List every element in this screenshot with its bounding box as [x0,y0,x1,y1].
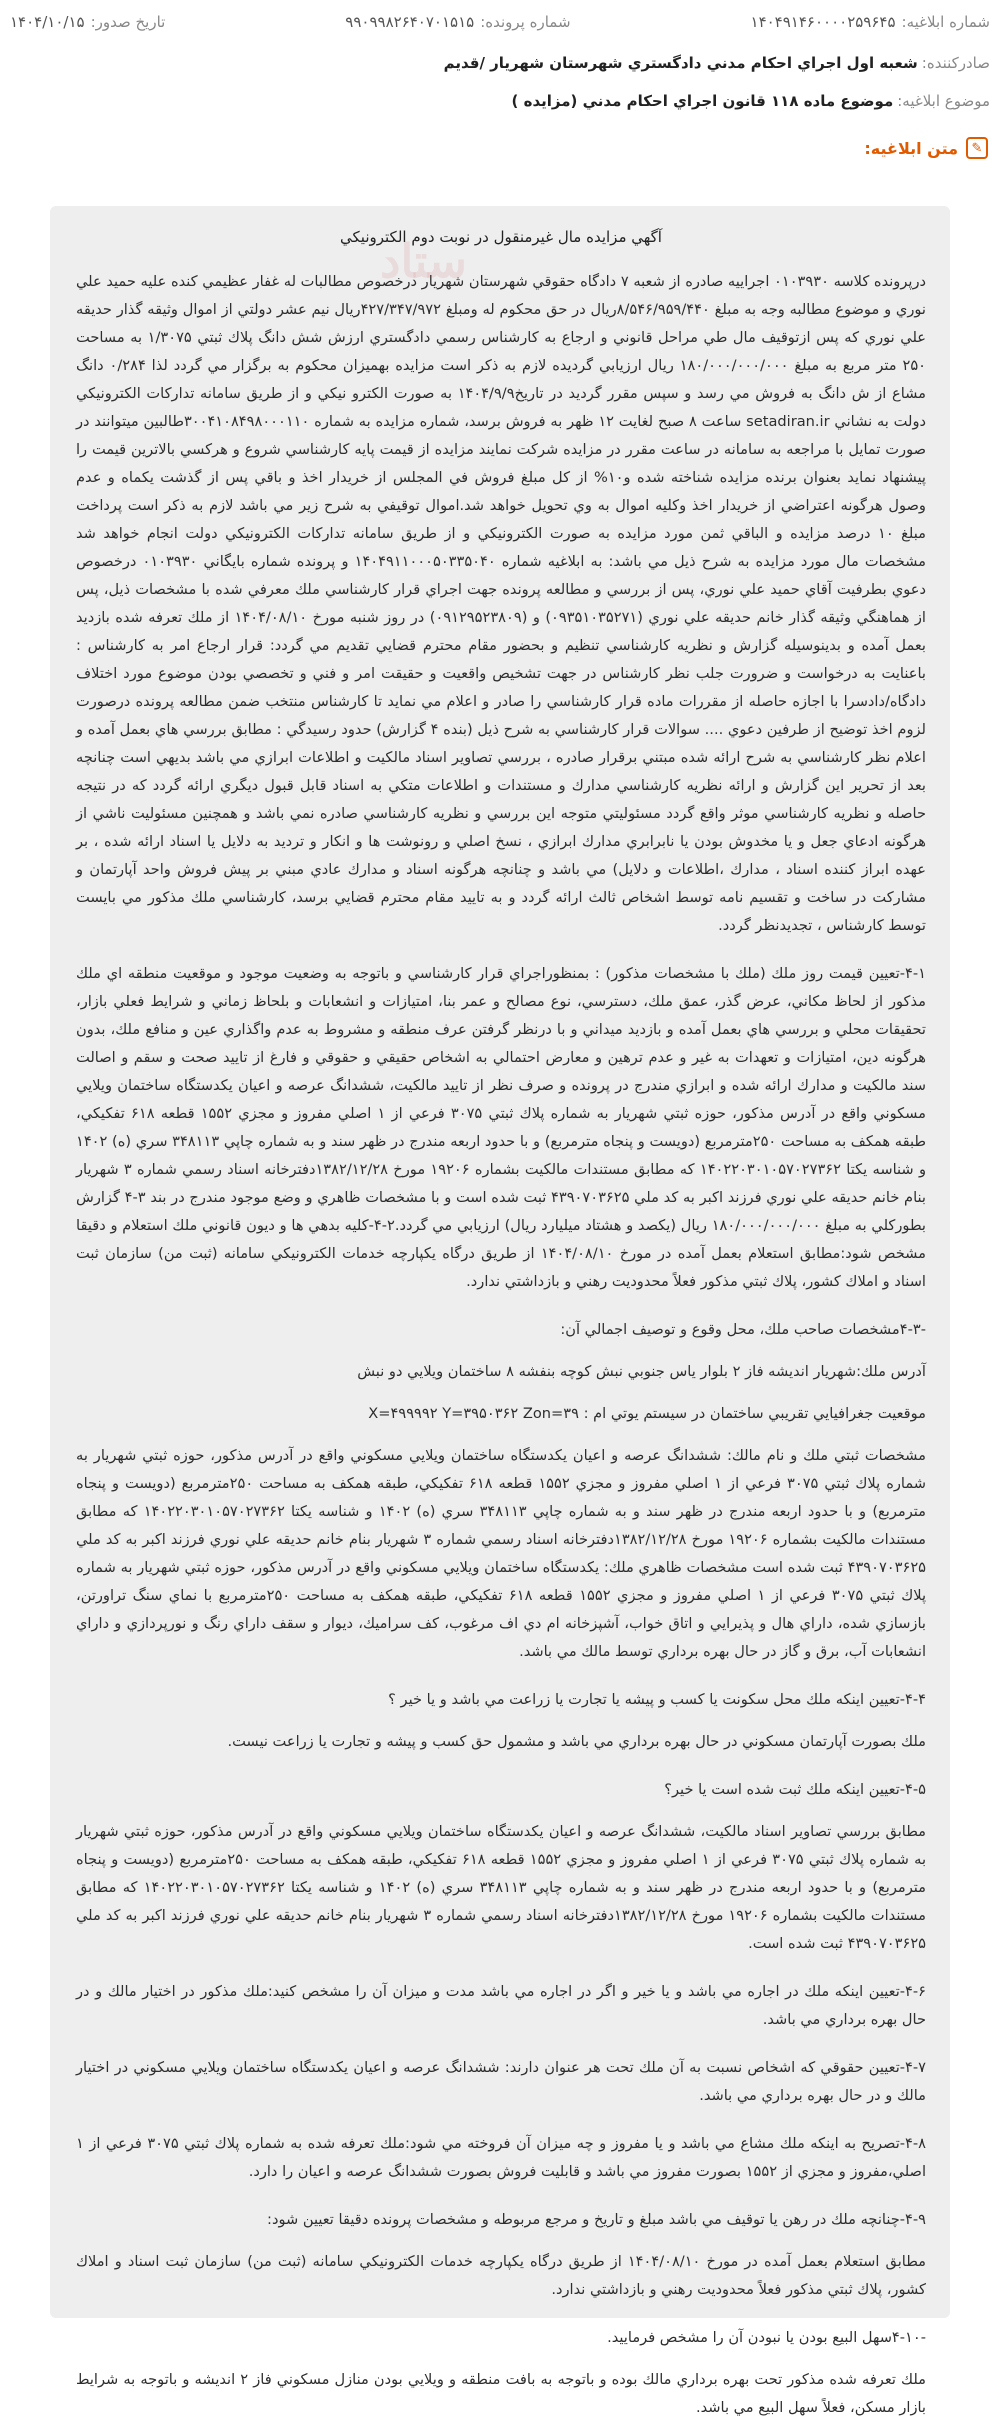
section-line: ملك بصورت آپارتمان مسكوني در حال بهره برداري مي باشد و مشمول حق كسب و پيشه و تجارت يا زراعت نيست. [227,1733,926,1750]
notice-body [50,206,950,2416]
section-line: آدرس ملك:شهريار انديشه فاز ۲ بلوار ياس جنوبي نبش كوچه بنفشه ۸ ساختمان ويلايي دو نبش [357,1363,926,1380]
issue-date: تاريخ صدور:۱۴۰۴/۱۰/۱۵ [10,13,166,31]
notice-text-title: متن ابلاغيه: [864,138,958,158]
section-line: ۴-۹-چنانچه ملك در رهن يا توقيف مي باشد مبلغ و تاريخ و مرجع مربوطه و مشخصات پرونده دقيقا تعيين شود: [267,2211,926,2228]
subject-line: موضوع ابلاغيه:موضوع ماده ۱۱۸ قانون اجراي احكام مدني (مزايده ) [511,92,990,110]
section-line: مشخصات ثبتي ملك و نام مالك: ششدانگ عرصه و اعيان يكدستگاه ساختمان ويلايي مسكوني واقع در آدرس مذكور، حوزه ثبتي شهريار به شماره پلاك ثبتي ۳۰۷۵ فرعي از ۱ اصلي مفروز و مجزي ۱۵۵۲ قطعه ۶۱۸ تفكيكي، طبقه همكف به مساحت ۲۵۰مترمربع (دويست و پنجاه مترمربع) و با حدود اربعه مندرج در ظهر سند و به شماره چاپي ۳۴۸۱۱۳ سري (ه) ۱۴۰۲ و شناسه يكتا ۱۴۰۲۲۰۳۰۱۰۵۷۰۲۷۳۶۲ كه مطابق مستندات مالكيت بشماره ۱۹۲۰۶ مورخ ۱۳۸۲/۱۲/۲۸دفترخانه اسناد رسمي شماره ۳ شهريار بنام خانم حديقه علي نوري فرزند اكبر به كد ملي ۴۳۹۰۷۰۳۶۲۵ ثبت شده است مشخصات ظاهري ملك: يكدستگاه ساختمان ويلايي مسكوني واقع در آدرس مذكور، حوزه ثبتي شهريار به شماره پلاك ثبتي ۳۰۷۵ فرعي از ۱ اصلي مفروز و مجزي ۱۵۵۲ قطعه ۶۱۸ تفكيكي، طبقه همكف به مساحت ۲۵۰مترمربع با نماي سنگ تراورتن، بازسازي شده، داراي هال و پذيرايي و اتاق خواب، آشپزخانه ام دي اف مرغوب، كف سراميك، ديوار و سقف داراي رنگ و نورپردازي و داراي انشعابات آب، برق و گاز در حال بهره برداري توسط مالك مي باشد. [76,1447,927,1660]
meta-row-top [0,0,1000,44]
section-line: -۴-۱۰سهل البيع بودن يا نبودن آن را مشخص فرماييد. [607,2329,926,2346]
section-line: ۴-۸-تصريح به اينكه ملك مشاع مي باشد و يا مفروز و چه ميزان آن فروخته مي شود:ملك تعرفه شده به شماره پلاك ثبتي ۳۰۷۵ فرعي از ۱ اصلي،مفروز و مجزي از ۱۵۵۲ بصورت مفروز مي باشد و قابليت فروش بصورت ششدانگ عرصه و اعيان را دارد. [76,2135,926,2180]
issuer-line: صادركننده:شعبه اول اجراي احكام مدني دادگستري شهرستان شهريار /قديم [443,54,990,72]
body-paragraph: درپرونده كلاسه ۰۱۰۳۹۳۰ اجراييه صادره از شعبه ۷ دادگاه حقوقي شهرستان شهريار درخصوص مطالبات له غفار عظيمي كنده عليه حميد علي نوري و موضوع مطالبه وجه به مبلغ ۸/۵۴۶/۹۵۹/۴۴۰ريال در حق محكوم له ومبلغ ۴۲۷/۳۴۷/۹۷۲ريال نيم عشر دولتي از اموال وثيقه گذار حديقه علي نوري كه پس ازتوقيف مال طي مراحل قانوني و ارجاع به كارشناس رسمي دادگستري ارزش شش دانگ پلاك ثبتي ۱/۳۰۷۵ به مساحت ۲۵۰ متر مربع به مبلغ ۱۸۰/۰۰۰/۰۰۰/۰۰۰ ريال ارزيابي گرديده لازم به ذكر است مزايده بهميزان محكوم به برگزار مي گردد لذا ۰/۲۸۴ دانگ مشاع از ش دانگ به فروش مي رسد و سپس مقرر گرديد در تاريخ۱۴۰۴/۹/۹ به صورت الكترو نيكي و از طريق سامانه تداركات الكترونيكي دولت به نشاني setadiran.ir ساعت ۸ صبح لغايت ۱۲ ظهر به فروش برسد، شماره مزايده به شماره ۳۰۰۴۱۰۸۴۹۸۰۰۰۱۱۰طالبين ميتوانند در صورت تمايل با مراجعه به سامانه در ساعت مقرر در مزايده شركت نمايند مزايده از قيمت پايه كارشناسي شروع و هركسي بالاترين قيمت را پيشنهاد نمايد بعنوان برنده مزايده شناخته شده و۱۰% از كل مبلغ فروش في المجلس از خريدار اخذ و باقي پس از گذشت يكماه و عدم وصول هرگونه اعتراضي از خريدار اخذ وكليه اموال به وي تحويل خواهد شد.اموال توقيفي به شرح زير مي باشد لازم به ذكر است پرداخت مبلغ ۱۰ درصد مزايده و الباقي ثمن مورد مزايده به صورت الكترونيكي و از طريق سامانه تداركات الكترونيكي دولت انجام خواهد شد مشخصات مال مورد مزايده به شرح ذيل مي باشد: به ابلاغيه شماره ۱۴۰۴۹۱۱۰۰۰۵۰۳۳۵۰۴۰ و پرونده شماره بايگاني ۰۱۰۳۹۳۰ درخصوص دعوي بطرفيت آقاي حميد علي نوري، پس از بررسي و مطالعه پرونده جهت اجراي قرار كارشناسي ملك معرفي شده با مشخصات ذيل، پس از هماهنگي وثيقه گذار خانم حديقه علي نوري (۰۹۳۵۱۰۳۵۲۷۱) و (۰۹۱۲۹۵۲۳۸۰۹) در روز شنبه مورخ ۱۴۰۴/۰۸/۱۰ از ملك تعرفه شده بازديد بعمل آمده و بدينوسيله گزارش و نظريه كارشناسي تنظيم و بحضور مقام محترم قضايي تقديم مي گردد: قرار ارجاع امر به كارشناس : باعنايت به درخواست و ضرورت جلب نظر كارشناس در جهت تشخيص واقعيت و حقيقت امر و فني و تخصصي بودن موضوع مورد اختلاف دادگاه/دادسرا با اجازه حاصله از مقررات ماده قرار كارشناسي را صادر و اعلام مي نمايد تا كارشناس منتخب ضمن مطالعه پرونده درصورت لزوم اخذ توضيح از طرفين دعوي .... سوالات قرار كارشناسي به شرح ذيل (بنده ۴ گزارش) حدود رسيدگي : مطابق بررسي هاي بعمل آمده و اعلام نظر كارشناسي به شرح ارائه شده مبتني برقرار صادره ، بررسي تصاوير اسناد مالكيت و اطلاعات ابرازي مي باشد بديهي است چنانچه بعد از تحرير اين گزارش و ارائه نظريه كارشناسي مدارك و مستندات و اطلاعات متكي به اسناد قابل قبول ديگري ارائه گردد كه در نتيجه حاصله و نظريه كارشناسي موثر واقع گردد مسئوليتي متوجه اين بررسي و نظريه كارشناسي صادره نمي باشد و همچنين مسئوليت ناشي از هرگونه ادعاي جعل و يا مخدوش بودن يا نابرابري مدارك ابرازي ، نسخ اصلي و رونوشت ها و انكار و ترديد به دلايل يا اسناد ارائه شده ، بر عهده ابراز كننده اسناد ، مدارك ،اطلاعات و دلايل) مي باشد و چنانچه هرگونه اسناد و مدارك عادي مبني بر پيش فروش واحد آپارتمان و مشاركت در ساخت و تقسيم نامه توسط اشخاص ثالث ارائه گردد و به تاييد مقام محترم قضايي برسد، كارشناسي ملك مذكور مي بايست توسط كارشناس ، تجديدنظر گردد. [76,273,927,934]
section-line: ۴-۷-تعيين حقوقي كه اشخاص نسبت به آن ملك تحت هر عنوان دارند: ششدانگ عرصه و اعيان يكدستگاه ساختمان ويلايي مسكوني در اختيار مالك و در حال بهره برداري مي باشد. [76,2059,926,2104]
section-line: موقعيت جغرافيايي تقريبي ساختمان در سيستم يوتي ام : X=۴۹۹۹۹۲ Y=۳۹۵۰۳۶۲ Zon=۳۹ [368,1405,926,1422]
body-heading: آگهي مزايده مال غيرمنقول در نوبت دوم الكترونيكي [340,228,662,246]
section-line: ۴-۵-تعيين اينكه ملك ثبت شده است يا خير؟ [664,1781,926,1798]
notice-meta [0,0,1000,120]
section-line: ۴-۴-تعيين اينكه ملك محل سكونت يا كسب و پيشه يا تجارت يا زراعت مي باشد و يا خير ؟ [388,1691,926,1708]
body-paragraph: ۴-۱-تعيين قيمت روز ملك (ملك با مشخصات مذكور) : بمنظوراجراي قرار كارشناسي و باتوجه به وضعيت موجود و موقعيت منطقه اي ملك مذكور از لحاظ مكاني، عرض گذر، عمق ملك، دسترسي، نوع مصالح و عمر بنا، امتيازات و انشعابات و بلحاظ زماني و شرايط فعلي بازار، تحقيقات محلي و بررسي هاي بعمل آمده و بازديد ميداني و با درنظر گرفتن عرف منطقه و مشروط به عدم واگذاري عين و منافع ملك، بدون هرگونه دين، امتيازات و تعهدات به غير و عدم ترهين و معارض احتمالي به اشخاص حقيقي و حقوقي و فارغ از تاييد صحت و سقم و اصالت سند مالكيت و مدارك ارائه شده و ابرازي مندرج در پرونده و صرف نظر از تاييد مالكيت، ششدانگ عرصه و اعيان يكدستگاه ساختمان ويلايي مسكوني واقع در آدرس مذكور، حوزه ثبتي شهريار به شماره پلاك ثبتي ۳۰۷۵ فرعي از ۱ اصلي مفروز و مجزي ۱۵۵۲ قطعه ۶۱۸ تفكيكي، طبقه همكف به مساحت ۲۵۰مترمربع (دويست و پنجاه مترمربع) و با حدود اربعه مندرج در ظهر سند و به شماره چاپي ۳۴۸۱۱۳ سري (ه) ۱۴۰۲ و شناسه يكتا ۱۴۰۲۲۰۳۰۱۰۵۷۰۲۷۳۶۲ كه مطابق مستندات مالكيت بشماره ۱۹۲۰۶ مورخ ۱۳۸۲/۱۲/۲۸دفترخانه اسناد رسمي شماره ۳ شهريار بنام خانم حديقه علي نوري فرزند اكبر به كد ملي ۴۳۹۰۷۰۳۶۲۵ ثبت شده است و با مشخصات ظاهري و وضع موجود مندرج در بند ۳-۴ گزارش بطوركلي به مبلغ ۱۸۰/۰۰۰/۰۰۰/۰۰۰ ريال (يكصد و هشتاد ميليارد ريال) ارزيابي مي گردد.۲-۴-كليه بدهي ها و ديون قانوني ملك استعلام و دقيقا مشخص شود:مطابق استعلام بعمل آمده در مورخ ۱۴۰۴/۰۸/۱۰ از طريق درگاه يكپارچه خدمات الكترونيكي سامانه (ثبت من) سازمان ثبت اسناد و املاك كشور، پلاك ثبتي مذكور فعلاً محدوديت رهني و بازداشتي ندارد. [76,965,927,1290]
notice-number: شماره ابلاغيه:۱۴۰۴۹۱۴۶۰۰۰۰۲۵۹۶۴۵ [750,13,990,31]
section-line: ۴-۶-تعيين اينكه ملك در اجاره مي باشد و يا خير و اگر در اجاره مي باشد مدت و ميزان آن را مشخص كنيد:ملك مذكور در اختيار مالك و در حال بهره برداري مي باشد. [76,1983,926,2028]
section-line: ملك تعرفه شده مذكور تحت بهره برداري مالك بوده و باتوجه به بافت منطقه و ويلايي بودن منازل مسكوني فاز ۲ انديشه و باتوجه به شرايط بازار مسكن، فعلاً سهل البيع مي باشد. [76,2371,926,2416]
notice-text-header [0,126,1000,170]
document-icon: ✎ [966,137,988,159]
section-line: -۴-۳مشخصات صاحب ملك، محل وقوع و توصيف اجمالي آن: [560,1321,926,1338]
file-number: شماره پرونده:۹۹۰۹۹۸۲۶۴۰۷۰۱۵۱۵ [345,13,571,31]
section-line: مطابق بررسي تصاوير اسناد مالكيت، ششدانگ عرصه و اعيان يكدستگاه ساختمان ويلايي مسكوني واقع در آدرس مذكور، حوزه ثبتي شهريار به شماره پلاك ثبتي ۳۰۷۵ فرعي از ۱ اصلي مفروز و مجزي ۱۵۵۲ قطعه ۶۱۸ تفكيكي، طبقه همكف به مساحت ۲۵۰مترمربع (دويست و پنجاه مترمربع) و با حدود اربعه مندرج در ظهر سند و به شماره چاپي ۳۴۸۱۱۳ سري (ه) ۱۴۰۲ و شناسه يكتا ۱۴۰۲۲۰۳۰۱۰۵۷۰۲۷۳۶۲ كه مطابق مستندات مالكيت بشماره ۱۹۲۰۶ مورخ ۱۳۸۲/۱۲/۲۸دفترخانه اسناد رسمي شماره ۳ شهريار بنام خانم حديقه علي نوري فرزند اكبر به كد ملي ۴۳۹۰۷۰۳۶۲۵ ثبت شده است. [76,1823,927,1952]
setad-watermark: ستاد [380,234,467,288]
section-line: مطابق استعلام بعمل آمده در مورخ ۱۴۰۴/۰۸/۱۰ از طريق درگاه يكپارچه خدمات الكترونيكي سامانه (ثبت من) سازمان ثبت اسناد و املاك كشور، پلاك ثبتي مذكور فعلاً محدوديت رهني و بازداشتي ندارد. [76,2253,926,2298]
